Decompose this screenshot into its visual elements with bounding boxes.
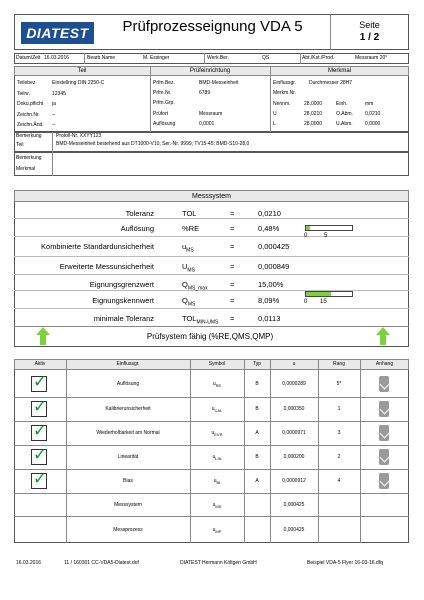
col-rang-header: Rang — [333, 361, 345, 367]
arrow-up-icon — [36, 327, 50, 345]
erweiterte-unsicherheit-value: 0,000849 — [258, 262, 290, 271]
influence-rang: 2 — [337, 454, 341, 460]
influence-name: Kalibrierunsicherheit — [105, 406, 151, 412]
date-value: 16.03.2016 — [44, 55, 70, 61]
toleranz-equals: = — [230, 209, 235, 218]
influence-name: Messprozess — [113, 526, 143, 533]
influence-symbol: $u_{BI}$ — [213, 478, 221, 485]
bar1-min: 0 — [304, 233, 308, 239]
pruef-label: Prfm.Grp. — [153, 100, 175, 106]
pruef-label: Auflösung — [153, 121, 176, 127]
minimale-toleranz-equals: = — [230, 314, 235, 323]
eignungsgrenzwert-equals: = — [230, 280, 235, 289]
teil-label: Zeichn.Änd. — [17, 122, 44, 128]
eignung-bar — [305, 291, 353, 297]
teil-value: -- — [52, 122, 56, 128]
uabm-label: U.Abm. — [336, 121, 353, 127]
section-merkmal: Merkmal — [327, 68, 351, 74]
page-number: 1 / 2 — [359, 32, 380, 43]
influence-symbol: $u_{MP}$ — [212, 526, 222, 534]
attachment-icon[interactable] — [379, 449, 389, 465]
col-einflussgr-header: Einflussgr. — [116, 361, 140, 367]
active-checkbox[interactable] — [31, 469, 48, 489]
pruef-value: 6789 — [199, 90, 211, 96]
merkm-label: Merkm.Nr. — [273, 90, 297, 96]
eignung-bar-fill — [306, 292, 331, 296]
bemerkung-line1: Protoll-Nr. XXYY123 — [56, 133, 102, 139]
active-checkbox[interactable] — [31, 371, 48, 392]
toleranz-symbol: TOL — [182, 209, 197, 218]
footer-doc: Beispiel VDA-5 Flyer 16-03-16.dfq — [307, 560, 383, 566]
diatest-logo: DIATEST — [21, 22, 94, 44]
influence-typ: A — [255, 478, 259, 484]
oabm-value: 0,0210 — [365, 111, 381, 117]
kombinierte-unsicherheit-label: Kombinierte Standardunsicherheit — [41, 242, 154, 251]
messsystem-title: Messsystem — [192, 193, 231, 200]
influence-symbol: $u_{LIN}$ — [212, 454, 222, 461]
teil-value: 12345 — [52, 91, 66, 97]
influence-symbol: $u_{CAL}$ — [211, 406, 223, 413]
col-u-header: u — [292, 361, 296, 367]
pruef-label: Prfm.Bez. — [153, 80, 175, 86]
aufloesung-label: Auflösung — [120, 224, 154, 233]
section-pruefeinrichtung: Prüfeinrichtung — [189, 68, 231, 74]
erweiterte-unsicherheit-symbol: $U_{MS}$ — [182, 262, 195, 274]
auflosung-bar — [305, 225, 353, 231]
bearb-label: Bearb.Name — [87, 55, 116, 61]
influence-u: 0,0000912 — [282, 478, 306, 484]
erweiterte-unsicherheit-equals: = — [230, 262, 235, 271]
einflussgr-label: Einflussgr. — [273, 80, 297, 86]
influence-rang: 3 — [337, 430, 341, 436]
bemerkung-merkmal-box — [14, 152, 409, 176]
kombinierte-unsicherheit-equals: = — [230, 242, 235, 251]
col-anhang-header: Anhang — [375, 361, 394, 367]
attachment-icon[interactable] — [379, 376, 389, 392]
bemerkung-line2: BMD-Messeinheit bestehend aus DT1000-V10, Ser.-Nr. 9999; TV15-45; BMD-S10-28,0 — [56, 141, 250, 147]
einflussgr-value: Durchmesser 28H7 — [309, 80, 353, 86]
teil-value: ja — [52, 101, 56, 107]
eignungsgrenzwert-label: Eignungsgrenzwert — [89, 280, 154, 289]
l-label: L — [273, 121, 276, 127]
erweiterte-unsicherheit-label: Erweiterte Messunsicherheit — [59, 262, 154, 271]
teil-label: Zeichn.Nr. — [17, 112, 40, 118]
influence-name: Linearität — [117, 454, 139, 460]
einh-value: mm — [365, 101, 374, 107]
u-label: U — [273, 111, 277, 117]
influence-u: 0,000425 — [283, 526, 305, 533]
checkmark-icon: ✓ — [32, 371, 48, 391]
influence-name: Messsystem — [114, 501, 142, 508]
influence-name: Wiederholbarkeit am Normal — [96, 430, 160, 436]
bemerkung-teil-label: Teil — [16, 142, 24, 148]
eignungsgrenzwert-symbol: $Q_{MS\_max}$ — [182, 280, 208, 292]
minimale-toleranz-label: minimale Toleranz — [93, 314, 154, 323]
kombinierte-unsicherheit-symbol: $u_{MS}$ — [182, 242, 194, 254]
u-value: 28,0210 — [304, 111, 323, 117]
abt-label: Abt./Kst./Prod. — [302, 55, 335, 61]
auflosung-bar-fill — [306, 226, 310, 230]
checkmark-icon: ✓ — [32, 397, 48, 416]
nennm-label: Nennm. — [273, 101, 291, 107]
attachment-icon[interactable] — [379, 401, 389, 417]
checkmark-icon: ✓ — [32, 421, 48, 440]
werk-label: Werk.Ber. — [207, 55, 229, 61]
kombinierte-unsicherheit-value: 0,000425 — [258, 242, 290, 251]
attachment-icon[interactable] — [379, 425, 389, 441]
influence-typ: B — [255, 454, 259, 460]
influence-symbol: $u_{MS}$ — [212, 501, 222, 509]
influence-rang: 1 — [337, 406, 341, 412]
col-typ-header: Typ — [252, 361, 262, 367]
pruef-value: 0,0001 — [199, 121, 215, 127]
bemerkung2-merkmal-label: Merkmal — [16, 166, 36, 172]
result-text: Prüfsystem fähig (%RE,QMS,QMP) — [146, 332, 274, 341]
pruef-value: BMD-Messeinheit — [199, 80, 239, 86]
footer-file: 11 / 160301 CC-VDA5-Diatest.dof — [64, 560, 139, 566]
influence-typ: B — [255, 380, 259, 387]
influence-typ: A — [255, 430, 259, 436]
attachment-icon[interactable] — [379, 473, 389, 489]
date-label: Datum/Zeit — [16, 55, 41, 61]
page-label: Seite — [359, 20, 380, 30]
page-title: Prüfprozesseignung VDA 5 — [122, 18, 303, 35]
eignungskennwert-value: 8,09% — [258, 296, 280, 305]
einh-label: Einh. — [336, 101, 348, 107]
active-checkbox[interactable] — [31, 421, 48, 441]
influence-symbol: $u_{RE}$ — [212, 380, 222, 388]
influence-u: 0,0000971 — [282, 430, 306, 436]
footer-company: DIATEST Hermann Költgen GmbH — [180, 560, 257, 566]
influence-u: 0,000350 — [283, 406, 305, 412]
influence-name: Auflösung — [116, 380, 140, 387]
influence-u: 0,000200 — [283, 454, 305, 460]
eignungsgrenzwert-value: 15,00% — [258, 280, 284, 289]
uabm-value: 0,0000 — [365, 121, 381, 127]
checkmark-icon: ✓ — [32, 445, 48, 464]
pruef-value: Messraum — [199, 111, 223, 117]
checkmark-icon: ✓ — [32, 469, 48, 488]
aufloesung-value: 0,48% — [258, 224, 280, 233]
toleranz-value: 0,0210 — [258, 209, 281, 218]
bearb-value: M. Essinger — [143, 55, 170, 61]
eignungskennwert-equals: = — [230, 296, 235, 305]
influence-rang: 5* — [336, 380, 342, 387]
bemerkung2-label: Bemerkung — [16, 155, 42, 161]
teil-label: Doku.pflicht — [17, 101, 44, 107]
nennm-value: 28,0000 — [304, 101, 323, 107]
l-value: 28,0000 — [304, 121, 323, 127]
oabm-label: O.Abm. — [336, 111, 353, 117]
abt-value: Messraum 20° — [355, 55, 388, 61]
influence-u: 0,000425 — [283, 501, 305, 508]
footer-date: 16.03.2016 — [16, 560, 42, 566]
aufloesung-symbol: %RE — [182, 224, 200, 233]
influence-u: 0,0000289 — [282, 380, 306, 387]
pruef-label: Prfm.Nr. — [153, 90, 172, 96]
section-teil: Teil — [77, 68, 87, 74]
col-aktiv-header: Aktiv — [34, 361, 46, 367]
aufloesung-equals: = — [230, 224, 235, 233]
toleranz-label: Toleranz — [125, 209, 154, 218]
teil-label: Teilebez. — [17, 80, 37, 86]
minimale-toleranz-value: 0,0113 — [258, 314, 281, 323]
bar1-max: 5 — [324, 233, 328, 239]
bemerkung-label: Bemerkung — [16, 133, 42, 139]
teil-value: Einstellring DIN 2250-C — [52, 80, 105, 86]
active-checkbox[interactable] — [31, 445, 48, 465]
influence-name: Bias — [123, 478, 133, 484]
influence-symbol: $u_{EVR}$ — [211, 430, 223, 437]
influence-typ: B — [255, 406, 259, 412]
teil-label: Teilnr. — [17, 91, 31, 97]
eignungskennwert-symbol: $Q_{MS}$ — [182, 296, 196, 308]
bar2-max: 15 — [320, 299, 327, 305]
bar2-min: 0 — [304, 299, 308, 305]
arrow-up-icon — [376, 327, 390, 345]
eignungskennwert-label: Eignungskennwert — [92, 296, 154, 305]
werk-value: QS — [262, 55, 270, 61]
active-checkbox[interactable] — [31, 397, 48, 417]
col-symbol-header: Symbol — [208, 361, 226, 367]
minimale-toleranz-symbol: $TOL_{MIN-UMS}$ — [182, 314, 219, 326]
influence-rang: 4 — [337, 478, 341, 484]
pruef-label: Prüfort — [153, 111, 169, 117]
teil-value: -- — [52, 112, 56, 118]
